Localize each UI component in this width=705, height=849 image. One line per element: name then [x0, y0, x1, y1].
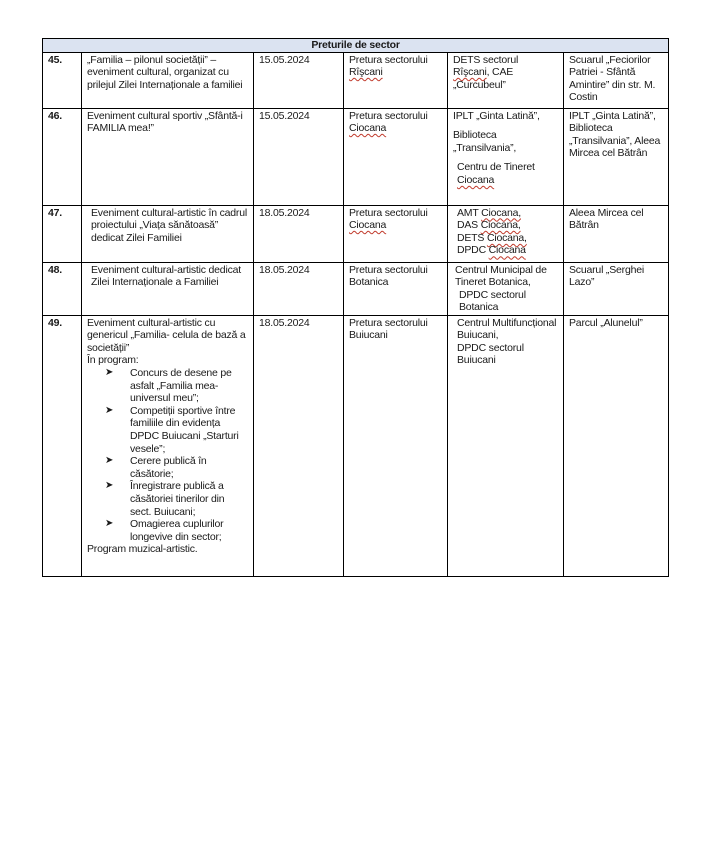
partner-sector: Ciocana,: [486, 231, 527, 244]
partner-line: Biblioteca „Transilvania”,: [453, 129, 517, 154]
partner-line: DETS: [457, 231, 485, 244]
program-item: ➤ Competiții sportive între familiile din evidența DPDC Buiucani „Starturi vesele”;: [105, 405, 248, 455]
program-item: ➤ Concurs de desene pe asfalt „Familia mea-universul meu”;: [105, 367, 248, 405]
row-number: 48.: [43, 262, 82, 315]
partner-sector: Ciocana,: [481, 206, 521, 219]
organizer-line: Pretura sectorului: [349, 53, 428, 66]
event-date: 15.05.2024: [254, 52, 344, 108]
organizer-sector: Buiucani: [349, 329, 388, 342]
partner-sector: Ciocana: [488, 244, 526, 257]
organizer: [344, 315, 448, 576]
event-location: Scuarul „Feciorilor Patriei - Sfântă Amintire” din str. M. Costin: [564, 52, 669, 108]
event-description: Eveniment cultural sportiv „Sfântă-i FAMILIA mea!”: [82, 108, 254, 205]
partner-line: Centru de Tineret: [457, 161, 535, 174]
organizer: [344, 52, 448, 108]
event-location: IPLT „Ginta Latină”, Biblioteca „Transilvania”, Aleea Mircea cel Bătrân: [564, 108, 669, 205]
partner-line: IPLT „Ginta Latină”,: [453, 109, 540, 122]
partner-line: DETS sectorul: [453, 53, 519, 66]
organizer-line: Pretura sectorului: [349, 316, 428, 329]
organizer-line: Pretura sectorului: [349, 206, 428, 219]
event-description: Eveniment cultural-artistic în cadrul proiectului „Viața sănătoasă” dedicat Zilei Familiei: [82, 205, 254, 262]
events-table: [42, 38, 669, 577]
partner-line: DPDC sectorul Buiucani: [457, 341, 524, 367]
partner-line: Centrul Multifuncțional Buiucani,: [457, 316, 557, 342]
event-description: „Familia – pilonul societății” – eveniment cultural, organizat cu prilejul Zilei Internaționale a familiei: [82, 52, 254, 108]
organizer-sector: Ciocana: [349, 219, 387, 232]
event-date: 18.05.2024: [254, 315, 344, 576]
organizer-sector: Rîşcani: [349, 66, 383, 79]
partner-line: Centrul Municipal de Tineret Botanica,: [455, 263, 547, 289]
event-date: 18.05.2024: [254, 205, 344, 262]
event-location: Scuarul „Serghei Lazo”: [564, 262, 669, 315]
organizer: [344, 262, 448, 315]
row-number: 47.: [43, 205, 82, 262]
event-intro: Eveniment cultural-artistic cu genericul „Familia- celula de bază a societății”: [87, 316, 246, 354]
event-date: 18.05.2024: [254, 262, 344, 315]
program-label: În program:: [87, 354, 139, 367]
organizer-sector: Ciocana: [349, 122, 387, 135]
partner-sector: Rîşcani: [453, 66, 487, 79]
event-location: Aleea Mircea cel Bătrân: [564, 205, 669, 262]
organizer: [344, 108, 448, 205]
program-item: ➤ Cerere publică în căsătorie;: [105, 455, 248, 480]
row-number: 46.: [43, 108, 82, 205]
organizer: [344, 205, 448, 262]
partner-line: DPDC sectorul Botanica: [459, 288, 526, 314]
table-row: [43, 108, 669, 205]
partners: [448, 262, 564, 315]
section-header-row: [43, 39, 669, 53]
program-item: ➤ Omagierea cuplurilor longevive din sector;: [105, 518, 248, 543]
program-item: ➤ Înregistrare publică a căsătoriei tinerilor din sect. Buiucani;: [105, 480, 248, 518]
table-row: [43, 262, 669, 315]
organizer-sector: Botanica: [349, 276, 389, 289]
event-description: Eveniment cultural-artistic dedicat Zilei Internaționale a Familiei: [82, 262, 254, 315]
table-row: [43, 205, 669, 262]
partners: [448, 205, 564, 262]
partners: [448, 315, 564, 576]
section-title: Preturile de sector: [43, 39, 669, 53]
event-description: [82, 315, 254, 576]
program-end: Program muzical-artistic.: [87, 543, 198, 556]
partner-sector: Ciocana,: [480, 219, 521, 232]
partner-line: DAS: [457, 219, 478, 232]
organizer-line: Pretura sectorului: [349, 263, 428, 276]
partners: [448, 108, 564, 205]
partner-line: , CAE „Curcubeul”: [453, 66, 514, 91]
partner-sector: Ciocana: [457, 173, 495, 186]
partner-line: AMT: [457, 206, 479, 219]
organizer-line: Pretura sectorului: [349, 109, 428, 122]
row-number: 49.: [43, 315, 82, 576]
table-row: [43, 315, 669, 576]
partners: [448, 52, 564, 108]
event-location: Parcul „Alunelul”: [564, 315, 669, 576]
partner-line: DPDC: [457, 244, 486, 257]
row-number: 45.: [43, 52, 82, 108]
program-list: [87, 367, 248, 543]
table-row: [43, 52, 669, 108]
event-date: 15.05.2024: [254, 108, 344, 205]
